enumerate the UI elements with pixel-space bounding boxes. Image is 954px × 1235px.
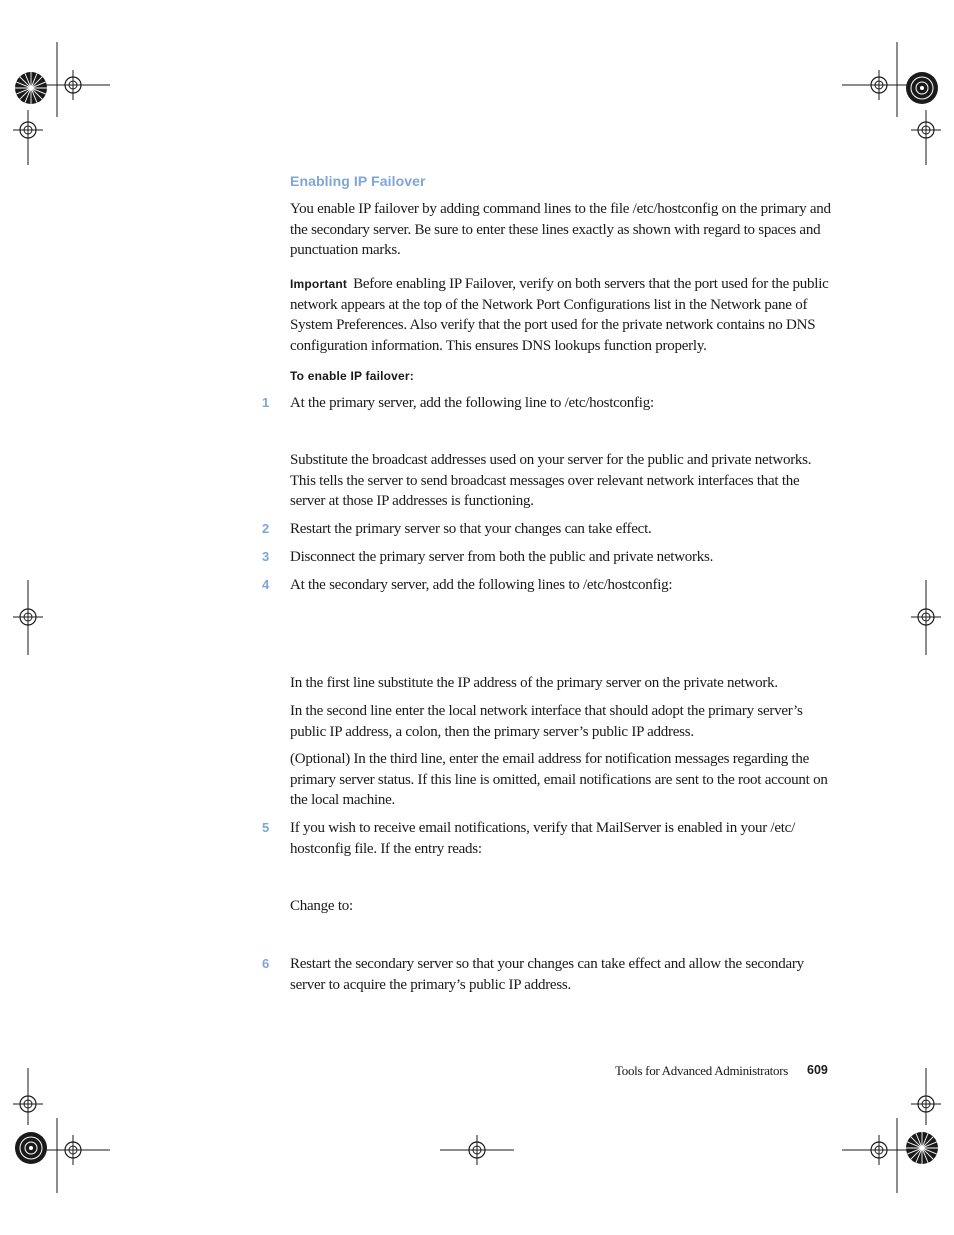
footer-chapter-title: Tools for Advanced Administrators [615, 1063, 788, 1078]
registration-mark-icon [911, 1089, 941, 1119]
registration-mark-icon [13, 602, 43, 632]
step-text: Restart the secondary server so that your changes can take effect and allow the secondary server to acquire the primary’s public IP address. [290, 956, 804, 993]
bullseye-target-icon [906, 72, 938, 104]
registration-mark-icon [864, 70, 894, 100]
step-text: If you wish to receive email notifications, verify that MailServer is enabled in your /etc/ hostconfig file. If the entry reads: [290, 820, 796, 857]
step-text: Disconnect the primary server from both the public and private networks. [290, 549, 714, 565]
star-target-icon [906, 1132, 938, 1164]
registration-mark-icon [864, 1135, 894, 1165]
registration-mark-icon [462, 1135, 492, 1165]
registration-mark-icon [58, 1135, 88, 1165]
step-number: 6 [262, 956, 270, 971]
step-number: 4 [262, 577, 270, 592]
step-number: 3 [262, 549, 270, 564]
important-text: Before enabling IP Failover, verify on both servers that the port used for the public network appears at the top of the Network Port Configurations list in the Network pane of System Preferences. Also verify that the port used for the private network contains no DNS configuration information. This ensures DNS lookups function properly. [290, 276, 829, 354]
registration-mark-icon [13, 1089, 43, 1119]
important-note [290, 274, 835, 356]
step-text: At the secondary server, add the following lines to /etc/hostconfig: [290, 577, 673, 593]
page-number: 609 [807, 1063, 828, 1077]
registration-mark-icon [911, 115, 941, 145]
step-text: Restart the primary server so that your changes can take effect. [290, 521, 652, 537]
bullseye-target-icon [15, 1132, 47, 1164]
substitute-note: Substitute the broadcast addresses used on your server for the public and private networks. This tells the server to send broadcast messages over relevant network interfaces that the server at those IP addresses is functioning. [290, 452, 812, 509]
step-number: 1 [262, 395, 270, 410]
procedure-heading: To enable IP failover: [290, 369, 414, 383]
registration-mark-icon [13, 115, 43, 145]
first-line-note: In the first line substitute the IP address of the primary server on the private network. [290, 675, 778, 691]
second-line-note: In the second line enter the local network interface that should adopt the primary server’s public IP address, a colon, then the primary server’s public IP address. [290, 703, 803, 740]
change-to-note: Change to: [290, 898, 353, 914]
registration-mark-icon [58, 70, 88, 100]
intro-paragraph: You enable IP failover by adding command lines to the file /etc/hostconfig on the primary and the secondary server. Be sure to enter these lines exactly as shown with regard to spaces and punctuation marks. [290, 201, 831, 258]
important-label: Important [290, 277, 348, 291]
registration-mark-icon [911, 602, 941, 632]
section-heading: Enabling IP Failover [290, 173, 426, 189]
step-text: At the primary server, add the following line to /etc/hostconfig: [290, 395, 654, 411]
step-number: 5 [262, 820, 270, 835]
step-number: 2 [262, 521, 270, 536]
star-target-icon [15, 72, 47, 104]
third-line-note: (Optional) In the third line, enter the email address for notification messages regarding the primary server status. If this line is omitted, email notifications are sent to the root account on the local machine. [290, 751, 828, 808]
